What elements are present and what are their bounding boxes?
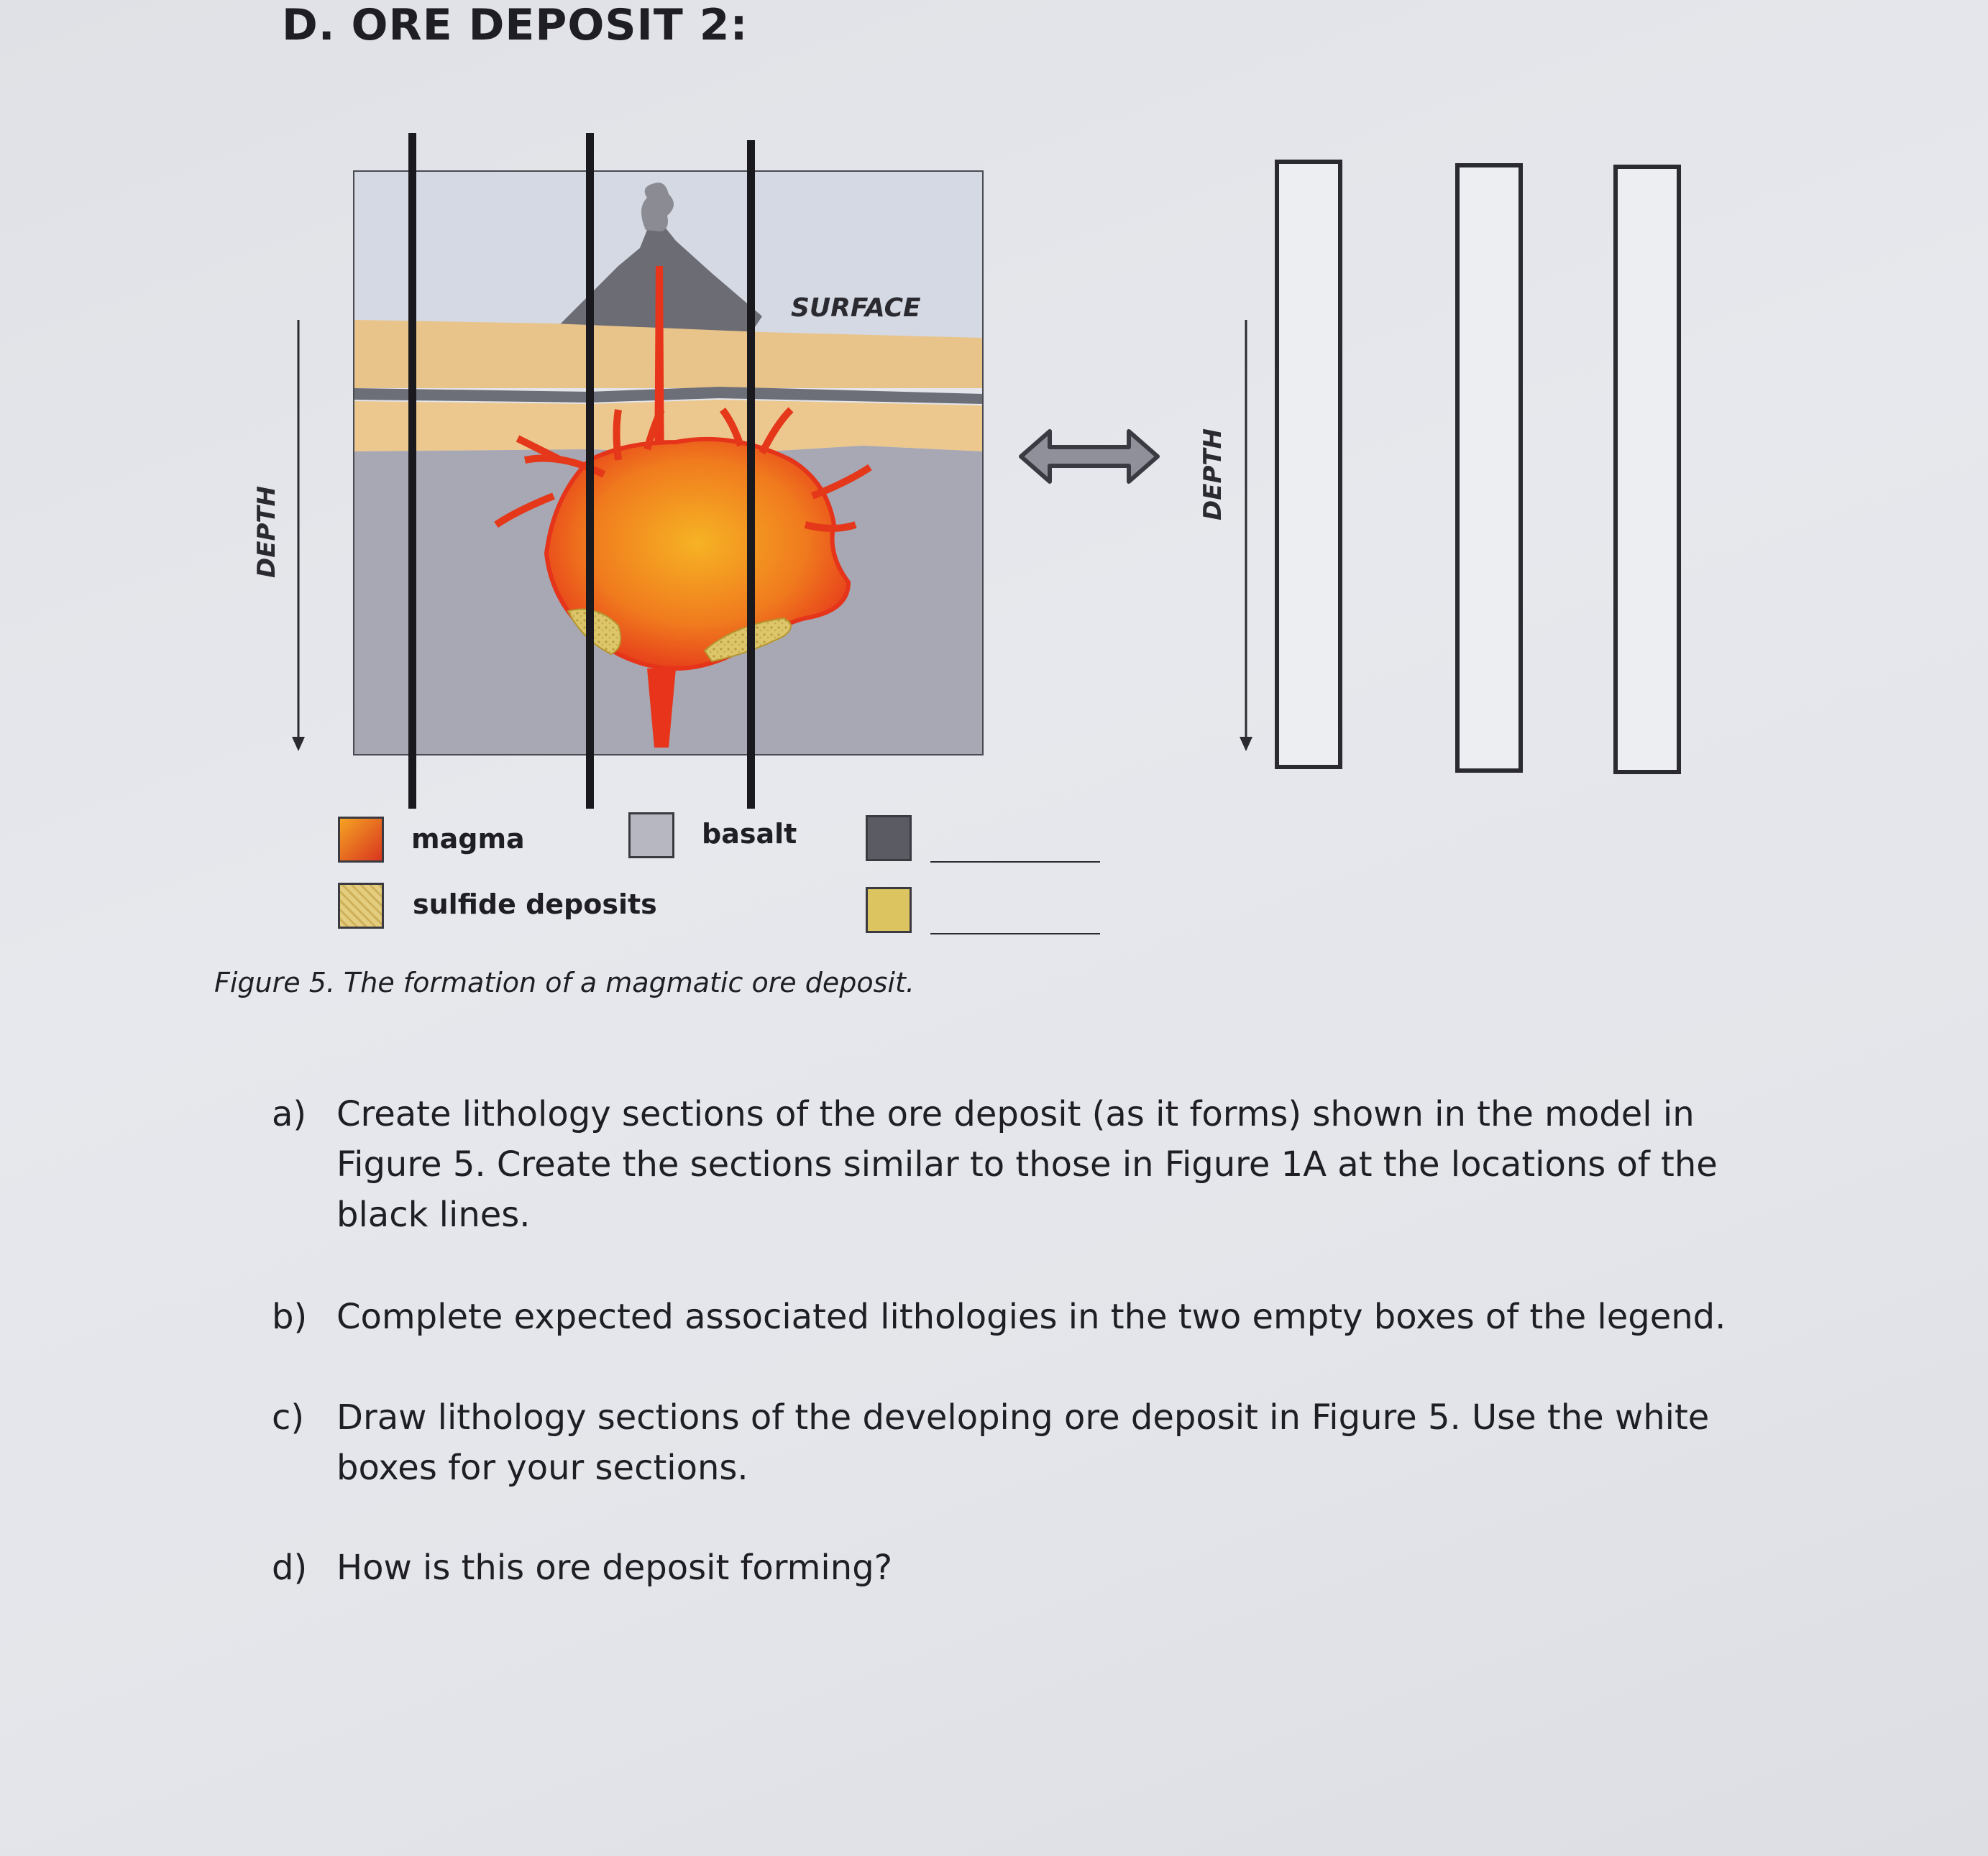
section-box-1[interactable] — [1277, 162, 1340, 767]
question-a-line-2: Figure 5. Create the sections similar to those in Figure 1A at the locations of the — [336, 1144, 1718, 1185]
legend-swatch-blank-1[interactable] — [866, 815, 912, 861]
section-box-3[interactable] — [1616, 167, 1679, 772]
question-c — [272, 1392, 1739, 1493]
question-c-line-1: Draw lithology sections of the developing ore deposit in Figure 5. Use the white — [336, 1397, 1710, 1438]
legend-blank-line-1[interactable] — [930, 861, 1100, 863]
legend-swatch-blank-2[interactable] — [866, 887, 912, 933]
legend-label-sulfide: sulfide deposits — [413, 888, 657, 920]
section-heading: D. ORE DEPOSIT 2: — [282, 0, 748, 50]
legend-swatch-magma — [338, 817, 384, 863]
figure-caption: Figure 5. The formation of a magmatic ore deposit. — [214, 967, 915, 998]
depth-label-left: DEPTH — [252, 485, 281, 579]
question-a — [272, 1089, 1739, 1240]
question-b-line-1: Complete expected associated lithologies in the two empty boxes of the legend. — [336, 1297, 1726, 1337]
ore-deposit-diagram — [216, 122, 1797, 841]
question-a-label: a) — [272, 1094, 307, 1134]
section-line-1[interactable] — [408, 133, 416, 809]
question-a-line-1: Create lithology sections of the ore deposit (as it forms) shown in the model in — [336, 1094, 1695, 1134]
legend-blank-line-2[interactable] — [930, 933, 1100, 934]
question-a-line-3: black lines. — [336, 1195, 531, 1235]
section-box-2[interactable] — [1457, 165, 1521, 771]
depth-arrowhead-right — [1240, 737, 1252, 751]
question-c-label: c) — [272, 1397, 305, 1438]
double-arrow-icon — [1021, 431, 1158, 482]
depth-arrowhead-left — [292, 737, 305, 751]
depth-label-right: DEPTH — [1199, 428, 1227, 521]
section-line-3[interactable] — [747, 140, 755, 809]
section-line-2[interactable] — [586, 133, 594, 809]
question-d-line-1: How is this ore deposit forming? — [336, 1548, 893, 1588]
legend-swatch-sulfide — [338, 883, 384, 929]
question-c-line-2: boxes for your sections. — [336, 1448, 748, 1488]
question-d — [272, 1543, 1739, 1593]
question-b — [272, 1292, 1739, 1342]
surface-label: SURFACE — [791, 293, 921, 323]
question-d-label: d) — [272, 1548, 308, 1588]
legend-label-basalt: basalt — [702, 818, 797, 850]
legend-label-magma: magma — [411, 823, 525, 855]
legend-swatch-basalt — [628, 812, 674, 858]
question-b-label: b) — [272, 1297, 308, 1337]
